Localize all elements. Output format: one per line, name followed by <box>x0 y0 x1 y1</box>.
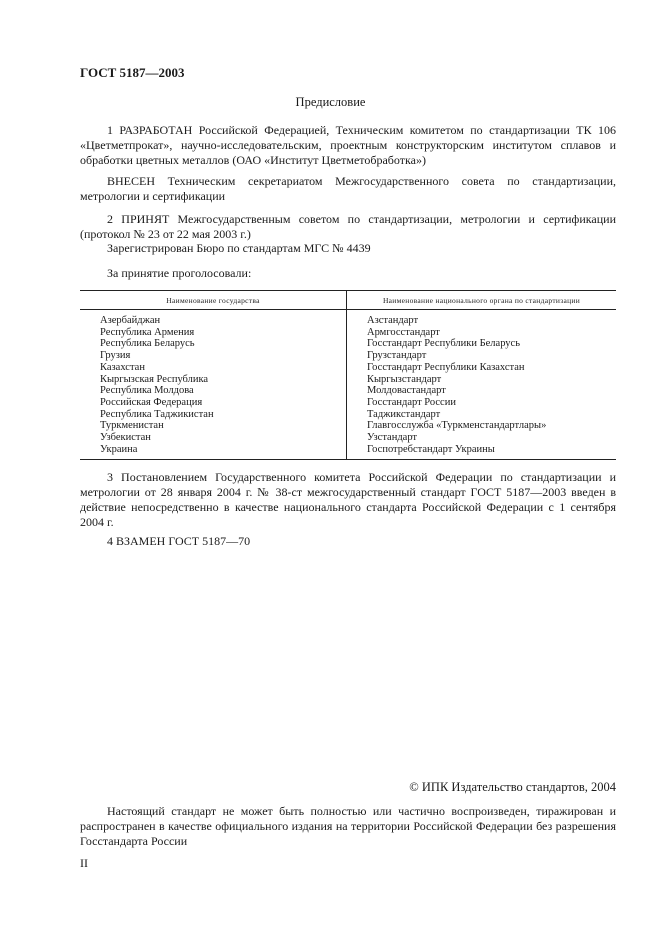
list-item: Госстандарт России <box>367 396 456 408</box>
list-item: Госстандарт Республики Беларусь <box>367 338 521 350</box>
list-item: Армгосстандарт <box>367 326 440 338</box>
list-item: Грузстандарт <box>367 350 427 362</box>
table-row <box>80 310 616 460</box>
list-item: Главгосслужба «Туркменстандартлары» <box>367 420 547 432</box>
column-header-state: Наименование государства <box>80 291 347 310</box>
list-item: Азербайджан <box>100 315 161 326</box>
list-item: Республика Таджикистан <box>100 408 214 420</box>
paragraph-voted-for: За принятие проголосовали: <box>107 266 252 280</box>
list-item: Азстандарт <box>367 315 419 326</box>
list-item: Молдовастандарт <box>367 385 446 397</box>
list-item: Госпотребстандарт Украины <box>367 443 495 455</box>
list-item: Туркменистан <box>100 420 164 432</box>
list-item: Украина <box>100 443 138 455</box>
paragraph-introduced-by: ВНЕСЕН Техническим секретариатом Межгосударственного совета по стандартизации, метрологии и сертификации <box>80 174 616 203</box>
list-item: Кыргызская Республика <box>100 373 209 385</box>
voting-table <box>80 290 616 460</box>
list-item: Узбекистан <box>100 432 151 444</box>
list-item: Кыргызстандарт <box>367 373 442 385</box>
reproduction-notice: Настоящий стандарт не может быть полностью или частично воспроизведен, тиражирован и распространен в качестве официального издания на территории Российской Федерации без разрешения Госстандарта России <box>80 804 616 848</box>
copyright-notice: © ИПК Издательство стандартов, 2004 <box>409 780 616 794</box>
list-item: Госстандарт Республики Казахстан <box>367 361 525 373</box>
page-number: II <box>80 856 88 870</box>
paragraph-developed-by: 1 РАЗРАБОТАН Российской Федерацией, Техническим комитетом по стандартизации ТК 106 «Цветметпрокат», научно-исследовательским, проектным конструкторским институтом сплавов и обработки цветных металлов (ОАО «Институт Цветметобработка») <box>80 123 616 167</box>
paragraph-replaces: 4 ВЗАМЕН ГОСТ 5187—70 <box>107 534 251 548</box>
paragraph-registered: Зарегистрирован Бюро по стандартам МГС № 4439 <box>107 241 371 255</box>
paragraph-enacted: 3 Постановлением Государственного комитета Российской Федерации по стандартизации и метрологии от 28 января 2004 г. № 38-ст межгосударственный стандарт ГОСТ 5187—2003 введен в действие непосредственно в качестве национального стандарта Российской Федерации с 1 сентября 2004 г. <box>80 470 616 529</box>
list-item: Российская Федерация <box>100 396 203 408</box>
list-item: Таджикстандарт <box>367 408 441 420</box>
document-id: ГОСТ 5187—2003 <box>80 65 185 80</box>
list-item: Грузия <box>100 350 131 362</box>
preface-title: Предисловие <box>295 95 366 109</box>
list-item: Республика Молдова <box>100 385 194 397</box>
list-item: Республика Беларусь <box>100 338 195 350</box>
states-column <box>80 310 347 460</box>
column-header-body: Наименование национального органа по стандартизации <box>347 291 617 310</box>
list-item: Республика Армения <box>100 326 195 338</box>
bodies-column <box>347 310 617 460</box>
paragraph-adopted-by: 2 ПРИНЯТ Межгосударственным советом по стандартизации, метрологии и сертификации (протокол № 23 от 22 мая 2003 г.) <box>80 212 616 241</box>
list-item: Узстандарт <box>367 432 418 444</box>
list-item: Казахстан <box>100 361 145 373</box>
